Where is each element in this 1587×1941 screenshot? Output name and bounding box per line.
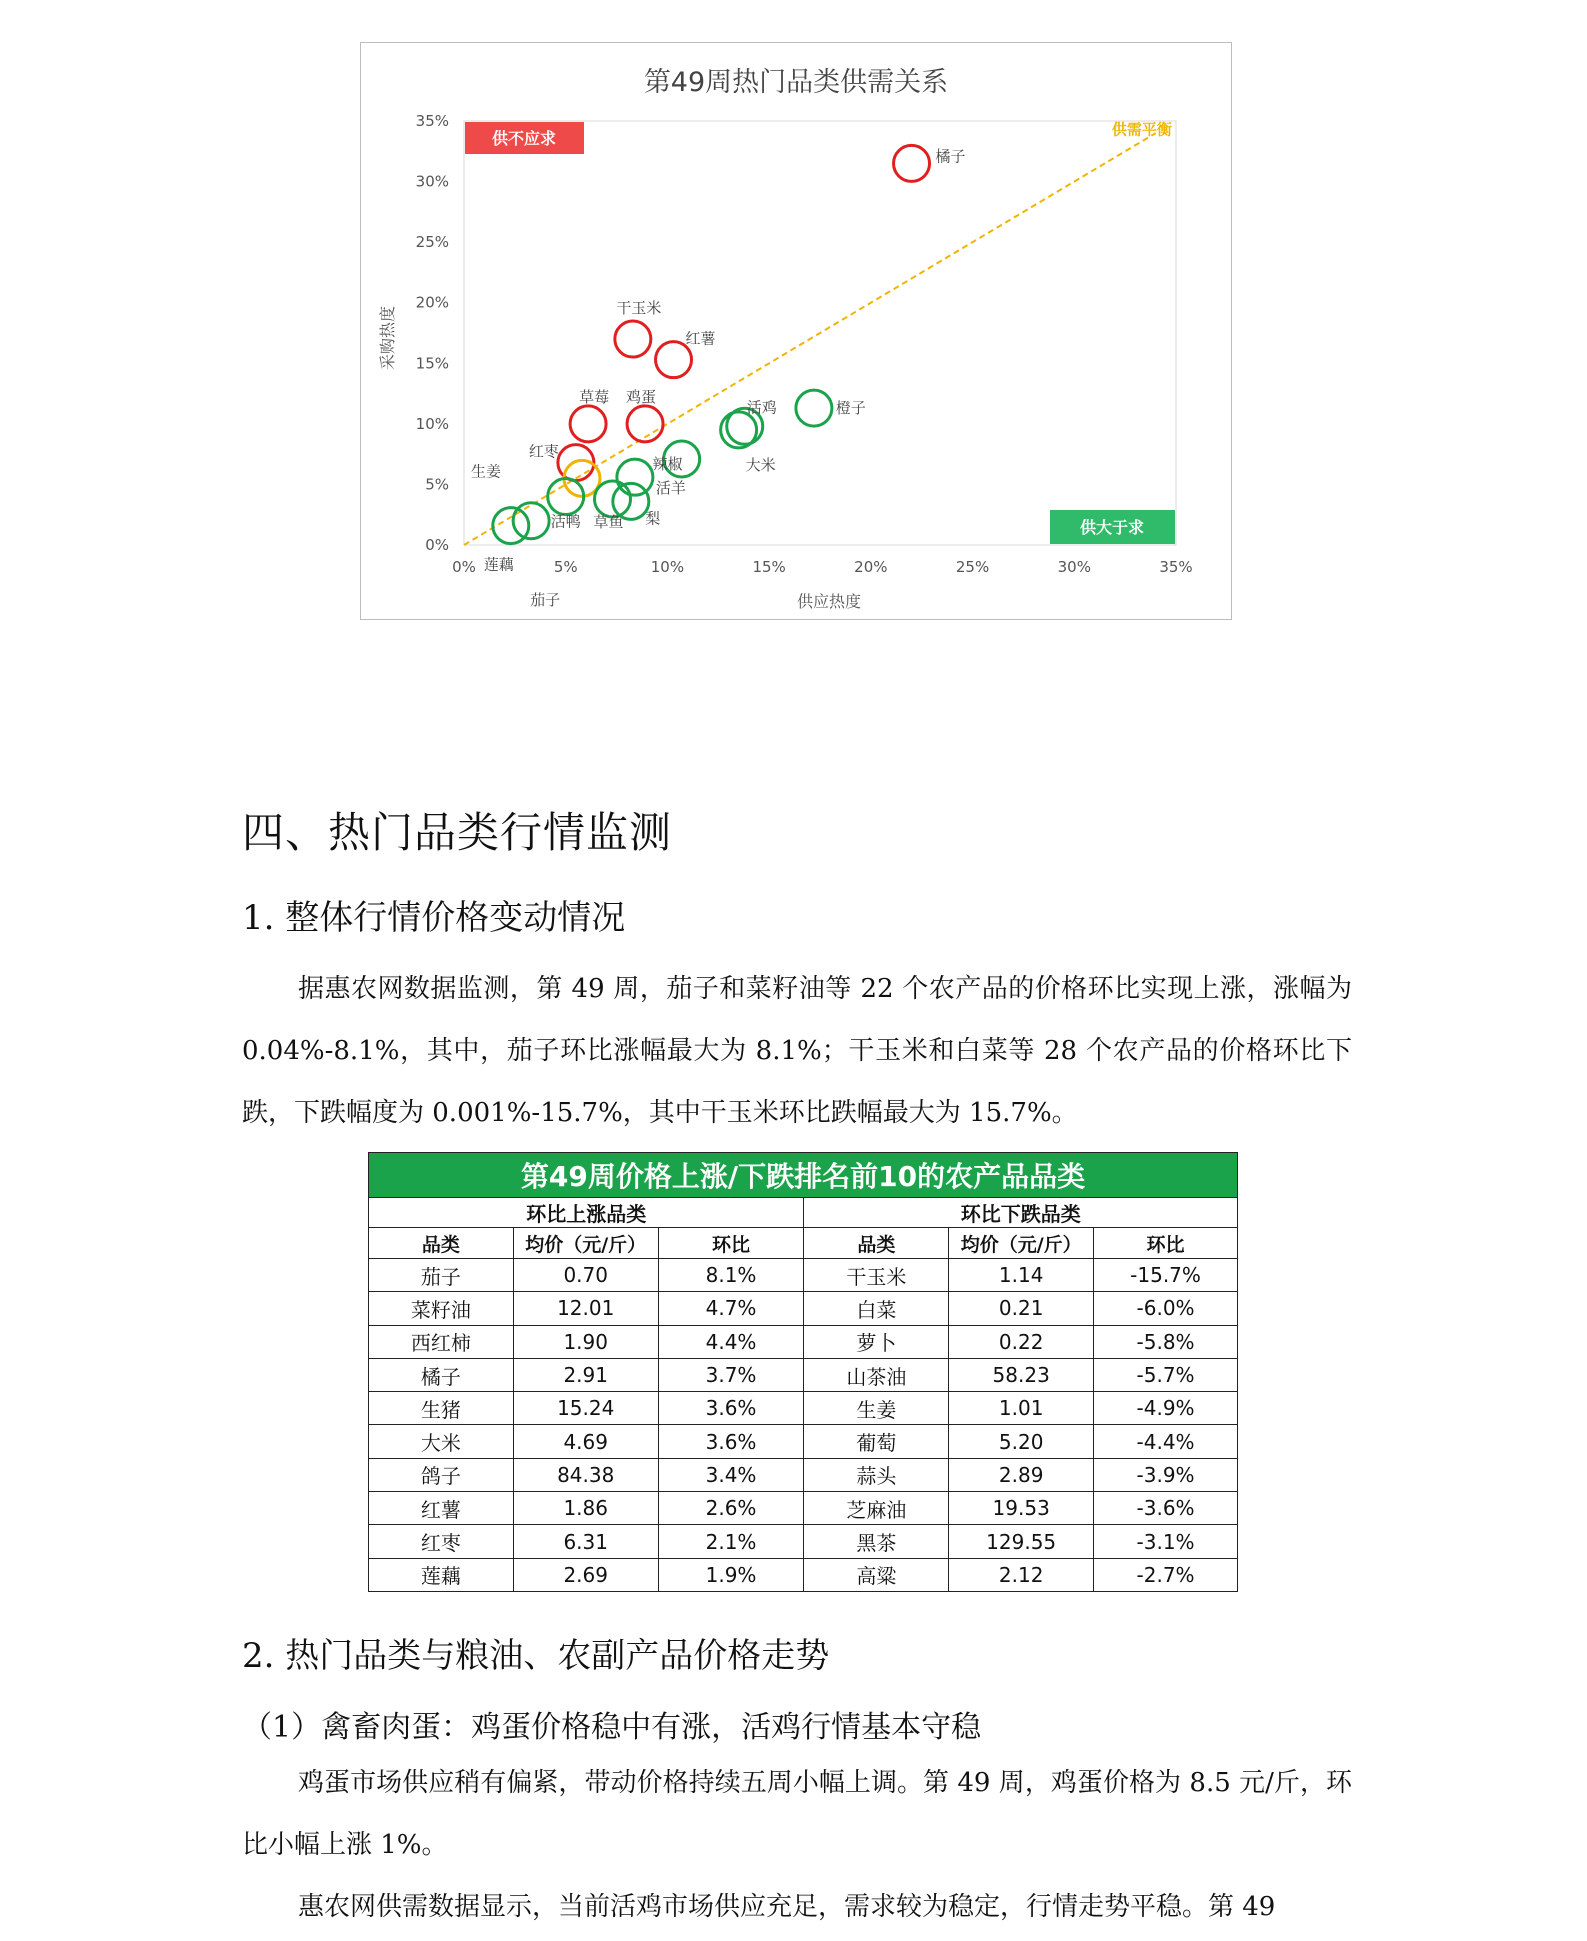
data-point-label: 梨 [645, 509, 661, 528]
table-row [369, 1492, 1238, 1525]
down-item-name: 黑茶 [804, 1525, 949, 1558]
up-item-change: 8.1% [658, 1259, 804, 1292]
x-axis-label: 供应热度 [796, 592, 862, 611]
col-header-item: 品类 [804, 1228, 949, 1259]
table-row [369, 1525, 1238, 1558]
down-item-price: 2.89 [949, 1458, 1094, 1491]
down-item-price: 0.21 [949, 1292, 1094, 1325]
chart-canvas [361, 43, 1231, 619]
down-item-name: 萝卜 [804, 1325, 949, 1358]
down-item-name: 葡萄 [804, 1425, 949, 1458]
x-tick-label: 25% [955, 558, 990, 576]
data-point-label: 莲藕 [483, 555, 514, 574]
down-item-name: 高粱 [804, 1558, 949, 1591]
table-row [369, 1392, 1238, 1425]
supply-demand-chart [360, 42, 1232, 620]
down-item-name: 生姜 [804, 1392, 949, 1425]
table-row [369, 1292, 1238, 1325]
up-item-name: 菜籽油 [369, 1292, 514, 1325]
y-tick-label: 20% [415, 293, 449, 312]
data-point-label: 红枣 [528, 442, 559, 461]
up-item-price: 2.69 [513, 1558, 658, 1591]
down-item-name: 芝麻油 [804, 1492, 949, 1525]
down-item-change: -3.6% [1094, 1492, 1238, 1525]
down-item-name: 山茶油 [804, 1358, 949, 1391]
down-item-price: 58.23 [949, 1358, 1094, 1391]
up-item-name: 茄子 [369, 1259, 514, 1292]
x-tick-label: 35% [1159, 558, 1193, 576]
down-item-price: 0.22 [949, 1325, 1094, 1358]
subsection-title-1: 1. 整体行情价格变动情况 [242, 898, 626, 938]
down-item-price: 2.12 [949, 1558, 1094, 1591]
data-point-green [617, 459, 653, 495]
price-change-table [368, 1152, 1238, 1592]
down-item-change: -2.7% [1094, 1558, 1238, 1591]
down-item-change: -3.1% [1094, 1525, 1238, 1558]
col-header-price: 均价（元/斤） [949, 1228, 1094, 1259]
down-item-change: -6.0% [1094, 1292, 1238, 1325]
data-point-label: 橘子 [935, 147, 966, 166]
data-point-label: 辣椒 [652, 454, 683, 473]
x-tick-label: 20% [854, 558, 888, 576]
col-header-price: 均价（元/斤） [513, 1228, 658, 1259]
col-header-item: 品类 [369, 1228, 514, 1259]
x-tick-label: 0% [452, 558, 476, 576]
up-item-change: 3.7% [658, 1358, 804, 1391]
paragraph-overall-price: 据惠农网数据监测，第 49 周，茄子和菜籽油等 22 个农产品的价格环比实现上涨，涨幅为 0.04%-8.1%，其中，茄子环比涨幅最大为 8.1%；干玉米和白菜等 28 个农产品的价格环比下跌，下跌幅度为 0.001%-15.7%，其中干玉米环比跌幅最大为 15.7%。 [242, 974, 1352, 1128]
y-tick-label: 30% [415, 172, 449, 191]
x-tick-label: 15% [752, 558, 786, 576]
y-axis-label: 采购热度 [378, 305, 397, 371]
y-tick-label: 15% [415, 354, 449, 373]
data-point-label: 茄子 [530, 590, 561, 609]
down-item-name: 干玉米 [804, 1259, 949, 1292]
up-item-change: 3.6% [658, 1392, 804, 1425]
up-item-name: 西红柿 [369, 1325, 514, 1358]
data-point-label: 生姜 [470, 462, 501, 481]
table-up-header: 环比上涨品类 [369, 1198, 804, 1228]
section-title: 四、热门品类行情监测 [242, 808, 673, 857]
data-point-label: 干玉米 [616, 299, 662, 318]
down-item-price: 129.55 [949, 1525, 1094, 1558]
down-item-name: 蒜头 [804, 1458, 949, 1491]
up-item-change: 1.9% [658, 1558, 804, 1591]
up-item-name: 红枣 [369, 1525, 514, 1558]
data-point-red [615, 321, 651, 357]
up-item-price: 15.24 [513, 1392, 658, 1425]
region-label-surplus: 供大于求 [1079, 518, 1145, 537]
y-tick-label: 35% [415, 112, 449, 130]
down-item-change: -5.8% [1094, 1325, 1238, 1358]
table-row [369, 1558, 1238, 1591]
table-row [369, 1425, 1238, 1458]
x-tick-label: 10% [650, 558, 685, 576]
paragraph-eggs: 鸡蛋市场供应稍有偏紧，带动价格持续五周小幅上调。第 49 周，鸡蛋价格为 8.5 元/斤，环比小幅上涨 1%。 [242, 1768, 1352, 1860]
data-points [471, 145, 966, 608]
up-item-change: 4.7% [658, 1292, 804, 1325]
down-item-price: 1.14 [949, 1259, 1094, 1292]
up-item-change: 4.4% [658, 1325, 804, 1358]
down-item-change: -5.7% [1094, 1358, 1238, 1391]
down-item-change: -4.4% [1094, 1425, 1238, 1458]
table-title: 第49周价格上涨/下跌排名前10的农产品品类 [369, 1153, 1238, 1198]
up-item-price: 0.70 [513, 1259, 658, 1292]
region-label-shortage: 供不应求 [491, 129, 557, 148]
up-item-name: 莲藕 [369, 1558, 514, 1591]
y-tick-label: 10% [415, 414, 449, 433]
up-item-change: 3.4% [658, 1458, 804, 1491]
y-tick-label: 25% [415, 233, 449, 252]
data-point-label: 草鱼 [593, 512, 624, 531]
data-point-red [570, 406, 606, 442]
balance-line-label: 供需平衡 [1111, 120, 1172, 139]
up-item-change: 2.6% [658, 1492, 804, 1525]
up-item-price: 1.90 [513, 1325, 658, 1358]
up-item-price: 12.01 [513, 1292, 658, 1325]
up-item-price: 1.86 [513, 1492, 658, 1525]
subsection-title-2: 2. 热门品类与粮油、农副产品价格走势 [242, 1636, 830, 1676]
down-item-change: -4.9% [1094, 1392, 1238, 1425]
x-tick-label: 5% [553, 558, 578, 576]
up-item-change: 3.6% [658, 1425, 804, 1458]
table-row [369, 1458, 1238, 1491]
data-point-label: 大米 [745, 455, 776, 474]
up-item-name: 生猪 [369, 1392, 514, 1425]
data-point-label: 鸡蛋 [626, 387, 657, 406]
data-point-label: 活鸡 [746, 398, 777, 417]
table-row [369, 1259, 1238, 1292]
up-item-name: 红薯 [369, 1492, 514, 1525]
data-point-green [493, 508, 529, 544]
up-item-price: 4.69 [513, 1425, 658, 1458]
y-tick-label: 0% [425, 536, 449, 554]
table-down-header: 环比下跌品类 [804, 1198, 1238, 1228]
paragraph-chicken: 惠农网供需数据显示，当前活鸡市场供应充足，需求较为稳定，行情走势平稳。第 49 [298, 1892, 1276, 1922]
y-tick-label: 5% [425, 475, 449, 494]
data-point-label: 红薯 [685, 329, 716, 348]
up-item-name: 橘子 [369, 1358, 514, 1391]
data-point-label: 草莓 [579, 387, 610, 406]
down-item-name: 白菜 [804, 1292, 949, 1325]
down-item-change: -3.9% [1094, 1458, 1238, 1491]
down-item-price: 5.20 [949, 1425, 1094, 1458]
col-header-change: 环比 [1094, 1228, 1238, 1259]
up-item-price: 84.38 [513, 1458, 658, 1491]
up-item-name: 大米 [369, 1425, 514, 1458]
up-item-price: 6.31 [513, 1525, 658, 1558]
up-item-price: 2.91 [513, 1358, 658, 1391]
balance-line [464, 133, 1156, 545]
data-point-green [796, 390, 832, 426]
down-item-price: 1.01 [949, 1392, 1094, 1425]
up-item-change: 2.1% [658, 1525, 804, 1558]
data-point-label: 活羊 [655, 479, 686, 498]
table-row [369, 1325, 1238, 1358]
x-tick-label: 30% [1057, 558, 1091, 576]
data-point-label: 活鸭 [550, 512, 581, 531]
down-item-price: 19.53 [949, 1492, 1094, 1525]
data-point-red [894, 145, 930, 181]
up-item-name: 鸽子 [369, 1458, 514, 1491]
subsection-title-3: （1）禽畜肉蛋：鸡蛋价格稳中有涨，活鸡行情基本守稳 [242, 1710, 982, 1745]
col-header-change: 环比 [658, 1228, 804, 1259]
down-item-change: -15.7% [1094, 1259, 1238, 1292]
table-row [369, 1358, 1238, 1391]
data-point-label: 橙子 [835, 399, 866, 418]
chart-title: 第49周热门品类供需关系 [643, 67, 949, 98]
